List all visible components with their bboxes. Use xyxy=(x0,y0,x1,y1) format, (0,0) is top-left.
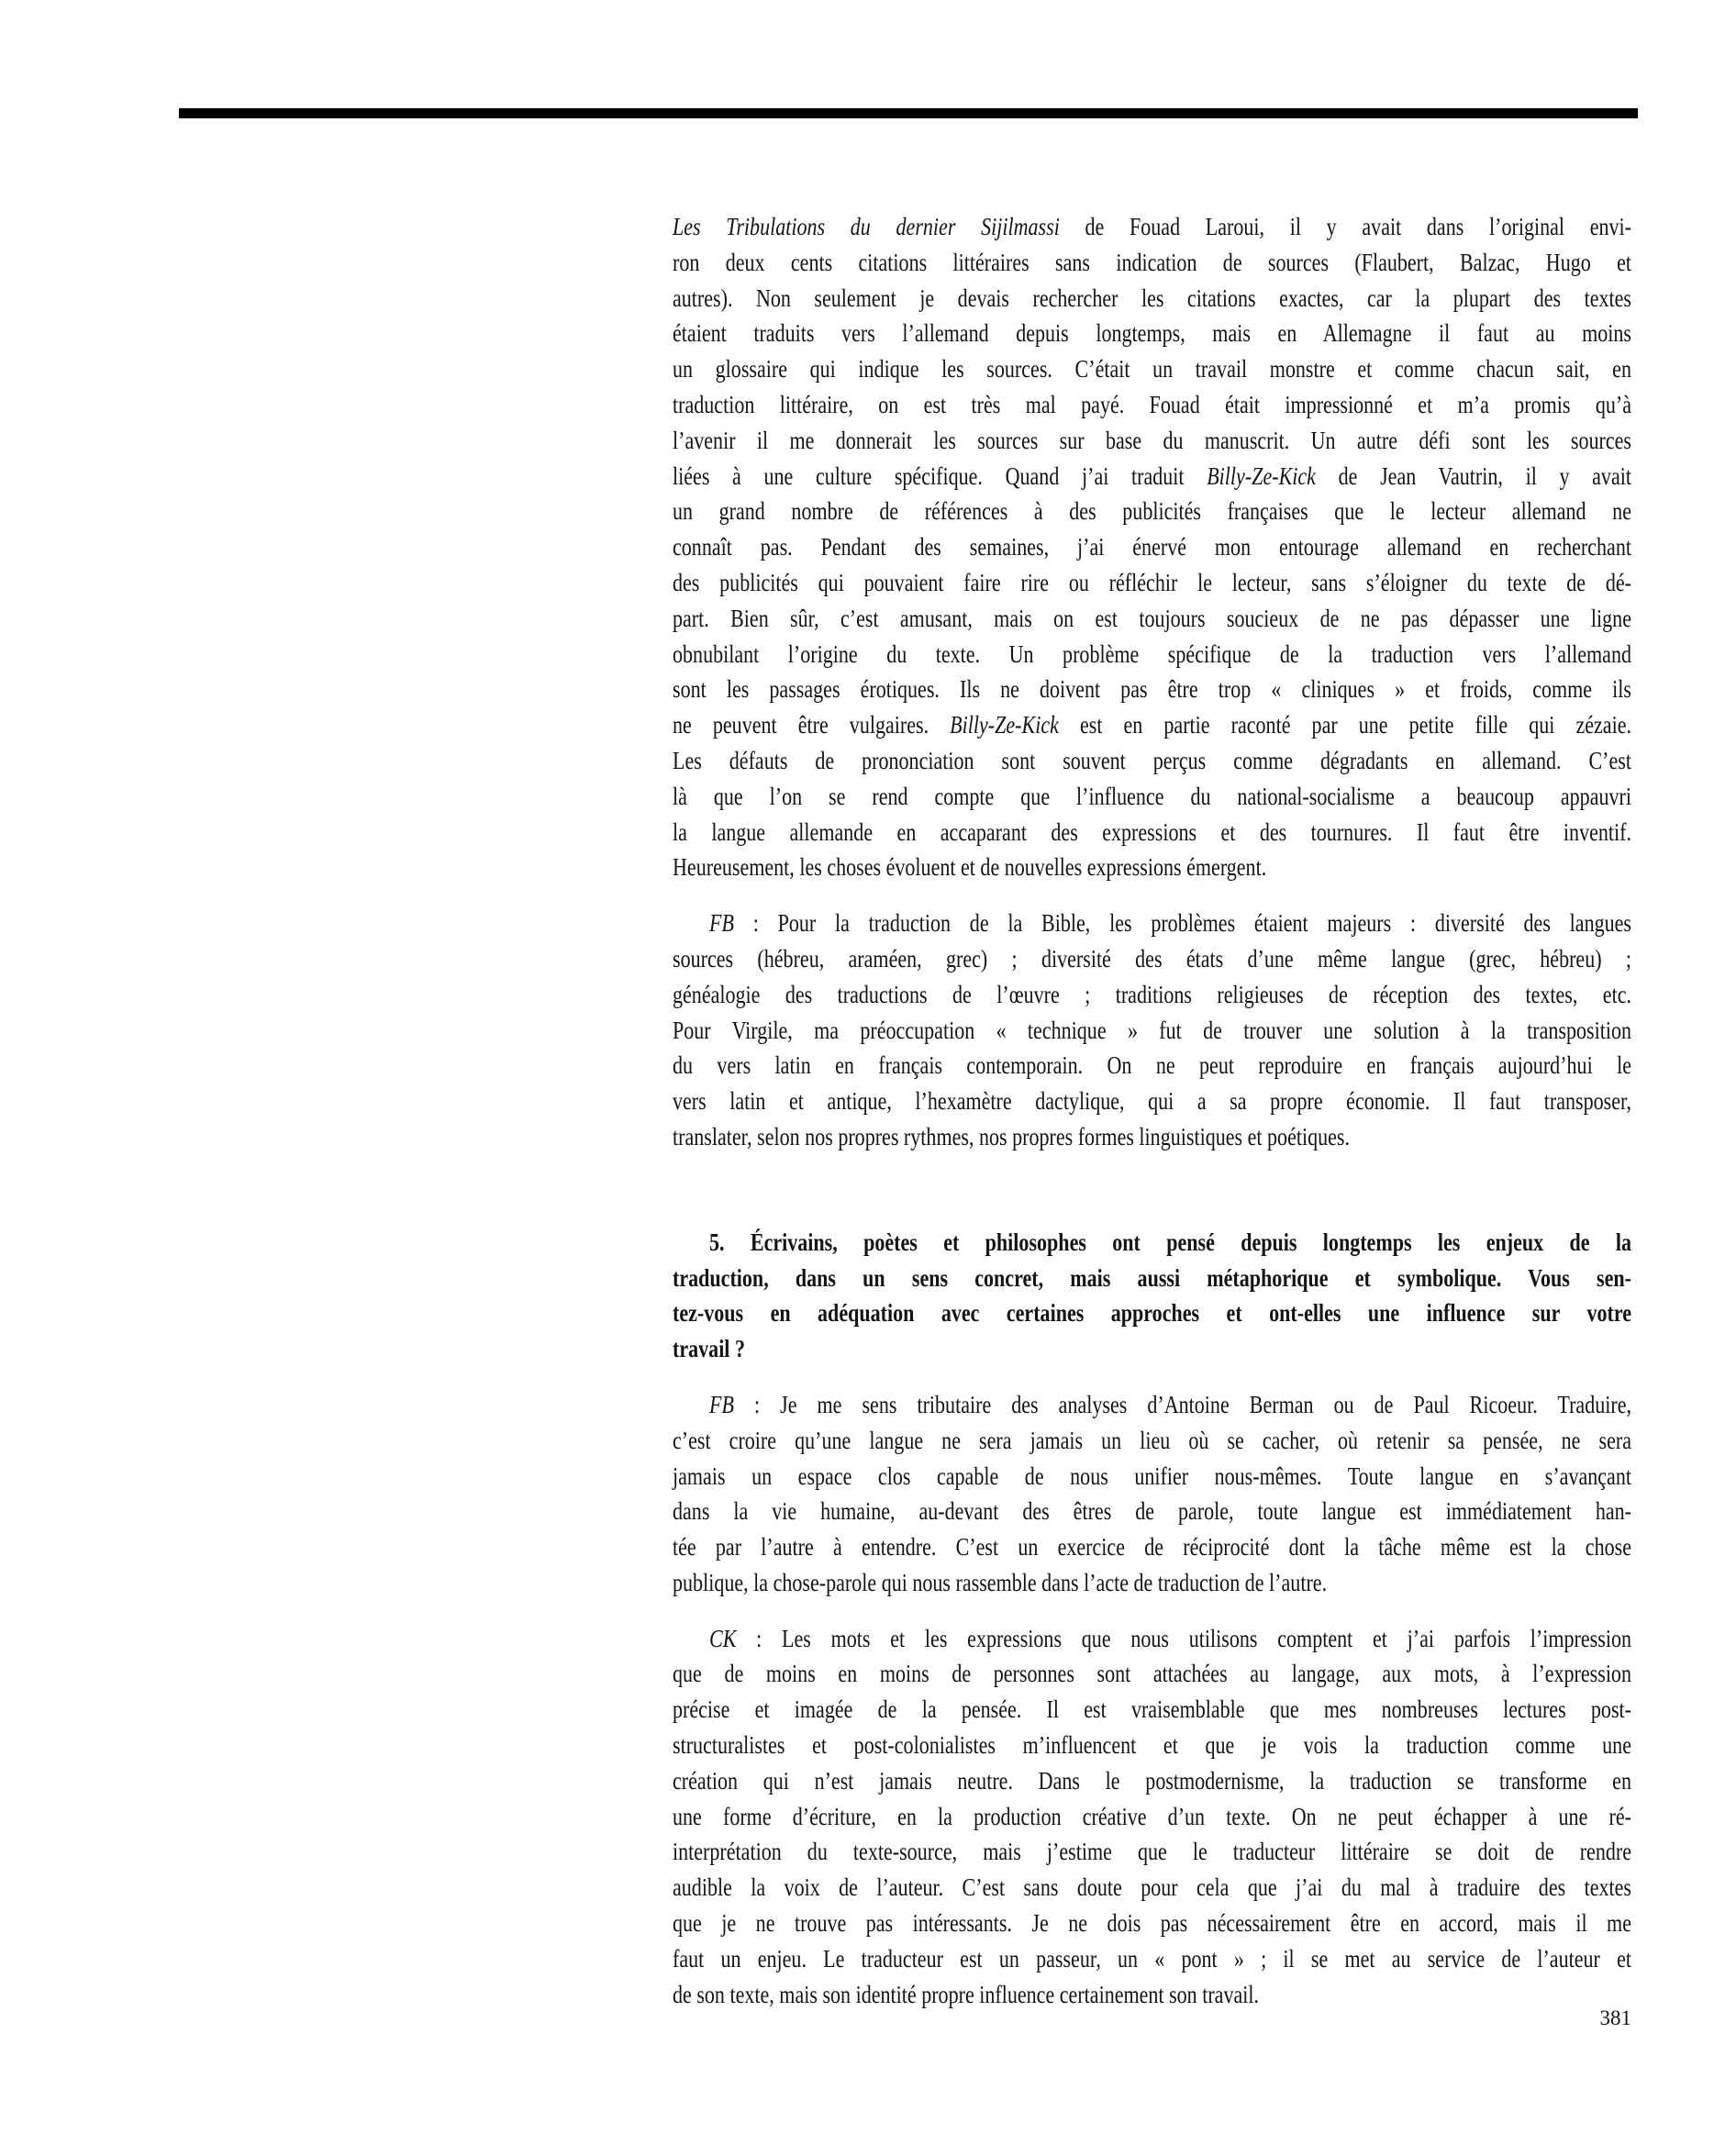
text-line: étaient traduits vers l’allemand depuis longtemps, mais en Allemagne il faut au moins xyxy=(673,319,1631,348)
text-column xyxy=(673,209,1631,2012)
text-line: obnubilant l’origine du texte. Un problème spécifique de la traduction vers l’allemand xyxy=(673,639,1631,668)
text-line: part. Bien sûr, c’est amusant, mais on est toujours soucieux de ne pas dépasser une ligne xyxy=(673,604,1631,632)
text-line: Pour Virgile, ma préoccupation « technique » fut de trouver une solution à la transposition xyxy=(673,1016,1631,1044)
text-line: dans la vie humaine, au-devant des êtres de parole, toute langue est immédiatement han- xyxy=(673,1497,1631,1526)
text-line: FB : Pour la traduction de la Bible, les problèmes étaient majeurs : diversité des langues xyxy=(709,909,1631,938)
text-line: vers latin et antique, l’hexamètre dactylique, qui a sa propre économie. Il faut transposer, xyxy=(673,1087,1631,1116)
text-line: un glossaire qui indique les sources. C’était un travail monstre et comme chacun sait, en xyxy=(673,355,1631,383)
text-line: une forme d’écriture, en la production créative d’un texte. On ne peut échapper à une ré- xyxy=(673,1802,1631,1830)
text-line: liées à une culture spécifique. Quand j’ai traduit Billy-Ze-Kick de Jean Vautrin, il y avait xyxy=(673,461,1631,490)
text-line: c’est croire qu’une langue ne sera jamais un lieu où se cacher, où retenir sa pensée, ne sera xyxy=(673,1426,1631,1454)
page-number: 381 xyxy=(1599,2006,1631,2029)
text-line: des publicités qui pouvaient faire rire ou réfléchir le lecteur, sans s’éloigner du texte de dé- xyxy=(673,568,1631,596)
text-line: là que l’on se rend compte que l’influence du national-socialisme a beaucoup appauvri xyxy=(673,782,1631,810)
text-line: Heureusement, les choses évoluent et de nouvelles expressions émergent. xyxy=(673,853,1267,882)
text-line: connaît pas. Pendant des semaines, j’ai énervé mon entourage allemand en recherchant xyxy=(673,533,1631,561)
paragraph xyxy=(673,906,1631,1155)
text-line: précise et imagée de la pensée. Il est vraisemblable que mes nombreuses lectures post- xyxy=(673,1695,1631,1724)
text-line: travail ? xyxy=(673,1335,745,1363)
text-line: la langue allemande en accaparant des expressions et des tournures. Il faut être inventif. xyxy=(673,817,1631,846)
header-rule xyxy=(179,108,1638,118)
text-line: création qui n’est jamais neutre. Dans le postmodernisme, la traduction se transforme en xyxy=(673,1766,1631,1795)
text-line: translater, selon nos propres rythmes, nos propres formes linguistiques et poétiques. xyxy=(673,1122,1351,1150)
text-line: ne peuvent être vulgaires. Billy-Ze-Kick est en partie raconté par une petite fille qui zézaie. xyxy=(673,711,1631,739)
paragraph xyxy=(673,1387,1631,1601)
text-line: 5. Écrivains, poètes et philosophes ont pensé depuis longtemps les enjeux de la xyxy=(709,1228,1631,1256)
text-line: ron deux cents citations littéraires sans indication de sources (Flaubert, Balzac, Hugo et xyxy=(673,248,1631,276)
text-line: jamais un espace clos capable de nous unifier nous-mêmes. Toute langue en s’avançant xyxy=(673,1461,1631,1490)
question-heading xyxy=(673,1225,1631,1367)
text-line: Les défauts de prononciation sont souvent perçus comme dégradants en allemand. C’est xyxy=(673,746,1631,774)
text-line: faut un enjeu. Le traducteur est un passeur, un « pont » ; il se met au service de l’auteur et xyxy=(673,1944,1631,1973)
text-line: généalogie des traductions de l’œuvre ; traditions religieuses de réception des textes, etc. xyxy=(673,980,1631,1008)
text-line: tez-vous en adéquation avec certaines approches et ont-elles une influence sur votre xyxy=(673,1299,1631,1328)
paragraph xyxy=(673,1621,1631,2013)
text-line: que je ne trouve pas intéressants. Je ne dois pas nécessairement être en accord, mais il me xyxy=(673,1909,1631,1938)
text-line: un grand nombre de références à des publicités françaises que le lecteur allemand ne xyxy=(673,497,1631,526)
text-line: du vers latin en français contemporain. On ne peut reproduire en français aujourd’hui le xyxy=(673,1051,1631,1080)
text-line: CK : Les mots et les expressions que nous utilisons comptent et j’ai parfois l’impression xyxy=(709,1624,1631,1652)
text-line: traduction, dans un sens concret, mais aussi métaphorique et symbolique. Vous sen- xyxy=(673,1263,1631,1292)
text-line: publique, la chose-parole qui nous rassemble dans l’acte de traduction de l’autre. xyxy=(673,1568,1328,1596)
text-line: de son texte, mais son identité propre influence certainement son travail. xyxy=(673,1980,1260,2008)
text-line: sources (hébreu, araméen, grec) ; diversité des états d’une même langue (grec, hébreu) ; xyxy=(673,944,1631,972)
text-line: l’avenir il me donnerait les sources sur base du manuscrit. Un autre défi sont les sources xyxy=(673,426,1631,454)
text-line: traduction littéraire, on est très mal payé. Fouad était impressionné et m’a promis qu’à xyxy=(673,390,1631,418)
text-line: Les Tribulations du dernier Sijilmassi de Fouad Laroui, il y avait dans l’original envi- xyxy=(673,213,1631,240)
text-line: audible la voix de l’auteur. C’est sans doute pour cela que j’ai du mal à traduire des textes xyxy=(673,1873,1631,1902)
text-line: structuralistes et post-colonialistes m’influencent et que je vois la traduction comme une xyxy=(673,1731,1631,1760)
paragraph xyxy=(673,209,1631,885)
text-line: FB : Je me sens tributaire des analyses d’Antoine Berman ou de Paul Ricoeur. Traduire, xyxy=(709,1390,1631,1418)
text-line: sont les passages érotiques. Ils ne doivent pas être trop « cliniques » et froids, comme ils xyxy=(673,675,1631,704)
text-line: que de moins en moins de personnes sont attachées au langage, aux mots, à l’expression xyxy=(673,1660,1631,1688)
text-line: interprétation du texte-source, mais j’estime que le traducteur littéraire se doit de rendre xyxy=(673,1838,1631,1866)
text-line: tée par l’autre à entendre. C’est un exercice de réciprocité dont la tâche même est la chose xyxy=(673,1533,1631,1561)
text-line: autres). Non seulement je devais rechercher les citations exactes, car la plupart des textes xyxy=(673,283,1631,312)
